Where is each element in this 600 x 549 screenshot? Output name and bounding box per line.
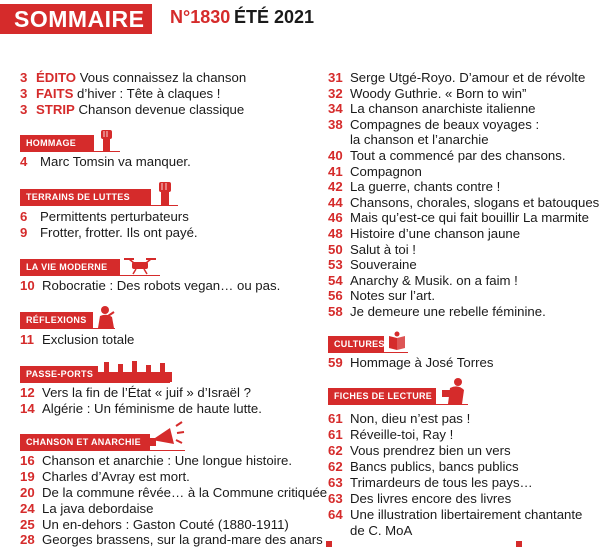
toc-entry (20, 385, 251, 401)
entry-title: Bancs publics, bancs publics (350, 459, 519, 474)
toc-entry (20, 332, 134, 348)
entry-title: la chanson et l’anarchie (350, 132, 489, 148)
entry-title: Algérie : Un féminisme de haute lutte. (42, 401, 262, 416)
raised-fist-icon (96, 128, 118, 152)
toc-entry-faits (20, 86, 220, 102)
entry-title: Hommage à José Torres (350, 355, 494, 370)
entry-title: Vous connaissez la chanson (76, 70, 247, 85)
toc-entry (328, 132, 489, 148)
section-header-hommage: HOMMAGE (20, 135, 94, 151)
toc-entry (328, 148, 566, 164)
page-number: 62 (328, 459, 343, 474)
section-header-terrains-de-luttes: TERRAINS DE LUTTES (20, 189, 151, 205)
page-number: 4 (20, 154, 28, 169)
reader-icon (438, 376, 470, 406)
entry-title: Woody Guthrie. « Born to win” (350, 85, 527, 101)
section-header-chanson-et-anarchie: CHANSON ET ANARCHIE (20, 434, 150, 450)
entry-title: La chanson anarchiste italienne (350, 101, 536, 117)
entry-title: Anarchy & Musik. on a faim ! (350, 272, 518, 288)
toc-entry-strip (20, 102, 244, 118)
entry-title: Des livres encore des livres (350, 491, 512, 506)
page-number: 3 (20, 102, 28, 117)
page-number: 10 (20, 278, 35, 293)
toc-entry (20, 154, 191, 170)
toc-entry (328, 443, 511, 459)
page-number: 53 (328, 257, 343, 273)
page-number: 63 (328, 491, 343, 506)
entry-title: Une illustration libertairement chantante (350, 507, 583, 522)
entry-title: Georges brassens, sur la grand-mare des anars (42, 532, 323, 547)
entry-title: Mais qu’est-ce qui fait bouillir La marmite (350, 210, 589, 226)
toc-entry (328, 304, 546, 320)
page-number: 25 (20, 517, 35, 532)
toc-entry (328, 257, 417, 273)
toc-entry (328, 427, 453, 443)
page-number: 59 (328, 355, 343, 370)
entry-title: Permittents perturbateurs (40, 209, 189, 224)
drone-icon (120, 254, 160, 276)
entry-title: Trimardeurs de tous les pays… (350, 475, 533, 490)
toc-entry (328, 164, 422, 180)
page-number: 34 (328, 101, 343, 117)
toc-entry (328, 226, 520, 242)
section-header-cultures: CULTURES (328, 336, 384, 352)
entry-title: Compagnon (350, 163, 422, 179)
page-number: 61 (328, 411, 343, 426)
entry-title: Histoire d’une chanson jaune (350, 226, 521, 241)
page-number: 11 (20, 332, 34, 347)
page-number: 3 (20, 70, 28, 85)
entry-title: Serge Utgé-Royo. D’amour et de révolte (350, 70, 586, 85)
entry-keyword: ÉDITO (36, 70, 77, 85)
crowd-fists-icon (98, 360, 172, 382)
page-number: 50 (328, 241, 343, 257)
section-divider (328, 352, 408, 353)
page-number: 6 (20, 209, 28, 224)
page-number: 40 (328, 148, 343, 163)
toc-entry (328, 523, 412, 539)
toc-entry (328, 288, 435, 304)
page-number: 32 (328, 85, 343, 101)
toc-entry (328, 210, 589, 226)
page-number: 9 (20, 225, 28, 240)
section-header-reflexions: RÉFLEXIONS (20, 312, 93, 328)
section-header-fiches-de-lecture: FICHES DE LECTURE (328, 388, 436, 404)
toc-entry (328, 195, 599, 211)
page-number: 14 (20, 401, 35, 416)
toc-entry (328, 491, 511, 507)
page-number: 44 (328, 194, 343, 210)
entry-title: Tout a commencé par des chansons. (350, 148, 566, 163)
toc-entry-edito (20, 70, 246, 86)
page-number: 56 (328, 288, 343, 304)
toc-entry (328, 117, 539, 133)
page-number: 31 (328, 70, 343, 85)
page-number: 61 (328, 427, 343, 442)
entry-title: Marc Tomsin va manquer. (40, 154, 191, 169)
toc-entry (328, 86, 526, 102)
toc-entry (20, 225, 198, 241)
toc-entry (20, 485, 327, 501)
section-divider (20, 450, 185, 451)
entry-title: Robocratie : Des robots vegan… ou pas. (42, 278, 281, 293)
toc-entry (328, 101, 536, 117)
page-number: 64 (328, 507, 343, 522)
issue-season: ÉTÉ 2021 (234, 7, 315, 27)
entry-title: Vous prendrez bien un vers (350, 443, 511, 458)
page-number: 41 (328, 163, 343, 179)
entry-title: Vers la fin de l’État « juif » d’Israël ? (42, 385, 251, 400)
entry-title: Compagnes de beaux voyages : (350, 116, 540, 132)
toc-entry (20, 517, 289, 533)
toc-entry (328, 411, 470, 427)
issue-number: N°1830 (170, 7, 231, 27)
toc-entry (328, 242, 416, 258)
page-number: 3 (20, 86, 28, 101)
section-divider (20, 382, 170, 383)
page-number: 46 (328, 210, 343, 226)
entry-title: Chanson devenue classique (74, 102, 245, 117)
entry-title: Chansons, chorales, slogans et batouques (350, 194, 600, 210)
toc-entry (328, 70, 585, 86)
entry-title: Notes sur l’art. (350, 288, 436, 304)
entry-title: Je demeure une rebelle féminine. (350, 304, 546, 319)
entry-title: Exclusion totale (42, 332, 135, 347)
page-number: 12 (20, 385, 35, 400)
entry-title: Frotter, frotter. Ils ont payé. (40, 225, 198, 240)
entry-title: Un en-dehors : Gaston Couté (1880-1911) (42, 517, 289, 532)
entry-title: La java debordaise (42, 501, 154, 516)
toc-entry (328, 459, 519, 475)
entry-title: Charles d’Avray est mort. (42, 469, 190, 484)
page-number: 62 (328, 443, 343, 458)
entry-keyword: STRIP (36, 102, 75, 117)
toc-entry (328, 355, 493, 371)
entry-title: Souveraine (350, 257, 417, 273)
toc-entry (20, 453, 292, 469)
toc-entry (328, 507, 582, 523)
page-number: 20 (20, 485, 35, 500)
toc-entry (20, 278, 280, 294)
page-number: 58 (328, 304, 343, 319)
page-number: 54 (328, 272, 343, 288)
page-title: SOMMAIRE (0, 4, 152, 34)
page-number: 19 (20, 469, 35, 484)
toc-entry (20, 469, 190, 485)
entry-keyword: FAITS (36, 86, 74, 101)
toc-entry (20, 501, 153, 517)
entry-title: Réveille-toi, Ray ! (350, 427, 454, 442)
megaphone-icon (146, 418, 186, 450)
section-header-passe-ports: PASSE-PORTS (20, 366, 98, 382)
page-number: 38 (328, 116, 343, 132)
toc-entry (20, 401, 262, 417)
entry-title: d’hiver : Tête à claques ! (73, 86, 221, 101)
book-icon (386, 330, 408, 352)
toc-entry (328, 273, 518, 289)
section-header-la-vie-moderne: LA VIE MODERNE (20, 259, 120, 275)
end-marker (326, 541, 332, 547)
entry-title: Chanson et anarchie : Une longue histoire. (42, 453, 292, 468)
page-number: 24 (20, 501, 35, 516)
entry-title: de C. MoA (350, 523, 413, 538)
page-number: 28 (20, 532, 35, 547)
page-number: 42 (328, 179, 343, 195)
toc-entry (328, 475, 533, 491)
entry-title: Salut à toi ! (350, 241, 416, 257)
toc-entry (20, 532, 323, 548)
entry-title: Non, dieu n’est pas ! (350, 411, 471, 426)
entry-title: La guerre, chants contre ! (350, 179, 501, 195)
end-marker (516, 541, 522, 547)
page-number: 63 (328, 475, 343, 490)
toc-entry (20, 209, 189, 225)
page-number: 48 (328, 226, 343, 241)
thinker-icon (94, 304, 120, 330)
page-number: 16 (20, 453, 35, 468)
entry-title: De la commune rêvée… à la Commune critiquée (42, 485, 328, 500)
toc-entry (328, 179, 500, 195)
raised-fist-icon (154, 180, 176, 206)
